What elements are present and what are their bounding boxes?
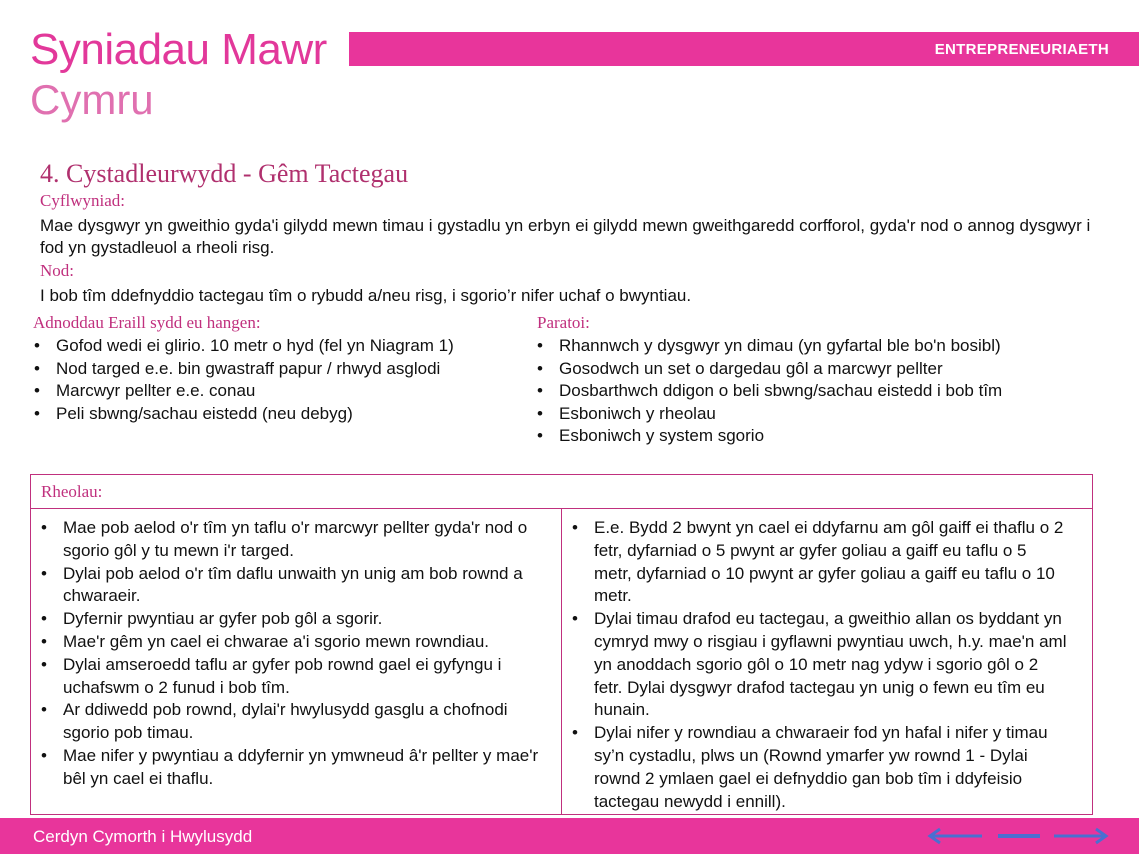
rules-divider — [561, 509, 562, 814]
list-item: • Peli sbwng/sachau eistedd (neu debyg) — [30, 403, 520, 426]
rules-left-column — [37, 517, 547, 791]
category-label: ENTREPRENEURIAETH — [934, 41, 1109, 58]
list-item: • Ar ddiwedd pob rownd, dylai'r hwylusydd gasglu a chofnodi sgorio pob timau. — [37, 699, 547, 745]
list-item: • Nod targed e.e. bin gwastraff papur / rhwyd asglodi — [30, 358, 520, 381]
resources-list — [30, 335, 520, 425]
preparation-label: Paratoi: — [537, 313, 590, 332]
back-arrow-icon[interactable] — [926, 827, 984, 845]
footer-text: Cerdyn Cymorth i Hwylusydd — [33, 827, 253, 846]
top-banner — [349, 32, 1139, 66]
menu-line-icon[interactable] — [996, 827, 1042, 845]
list-item: • Dylai amseroedd taflu ar gyfer pob rownd gael ei gyfyngu i uchafswm o 2 funud i bob tîm. — [37, 654, 547, 700]
rules-right-column — [568, 517, 1068, 813]
list-item: • E.e. Bydd 2 bwynt yn cael ei ddyfarnu am gôl gaiff ei thaflu o 2 fetr, dyfarniad o 5 pwynt ar gyfer goliau a gaiff eu taflu o 5 metr, dyfarniad o 10 pwynt ar gyfer goliau a gaiff eu taflu o 10 metr. — [568, 517, 1068, 608]
list-item: • Rhannwch y dysgwyr yn dimau (yn gyfartal ble bo'n bosibl) — [533, 335, 1093, 358]
list-item: • Dosbarthwch ddigon o beli sbwng/sachau eistedd i bob tîm — [533, 380, 1093, 403]
list-item: • Dyfernir pwyntiau ar gyfer pob gôl a sgorir. — [37, 608, 547, 631]
brand-title: Syniadau Mawr — [30, 25, 327, 74]
intro-text: Mae dysgwyr yn gweithio gyda'i gilydd mewn timau i gystadlu yn erbyn ei gilydd mewn gweithgaredd corfforol, gyda'r nod o annog dysgwyr i fod yn gystadleuol a rheoli risg. — [40, 216, 1091, 257]
list-item: • Esboniwch y rheolau — [533, 403, 1093, 426]
list-item: • Esboniwch y system sgorio — [533, 425, 1093, 448]
list-item: • Dylai timau drafod eu tactegau, a gweithio allan os byddant yn cymryd mwy o risgiau i gyflawni pwyntiau uwch, h.y. mae'n aml yn anoddach sgorio gôl o 10 metr nag ydyw i sgorio gôl o 2 fetr. Dylai dysgwyr drafod tactegau yn unig o fewn eu tîm eu hunain. — [568, 608, 1068, 722]
list-item: • Mae'r gêm yn cael ei chwarae a'i sgorio mewn rowndiau. — [37, 631, 547, 654]
rules-box — [30, 474, 1093, 815]
list-item: • Gosodwch un set o dargedau gôl a marcwyr pellter — [533, 358, 1093, 381]
list-item: • Mae nifer y pwyntiau a ddyfernir yn ymwneud â'r pellter y mae'r bêl yn cael ei thaflu. — [37, 745, 547, 791]
footer-bar — [0, 818, 1139, 854]
list-item: • Marcwyr pellter e.e. conau — [30, 380, 520, 403]
rules-right-list — [568, 517, 1068, 813]
brand-subtitle: Cymru — [30, 76, 154, 123]
list-item: • Dylai nifer y rowndiau a chwaraeir fod yn hafal i nifer y timau sy’n cystadlu, plws un (Rownd ymarfer yw rownd 1 - Dylai rownd 2 ymlaen gael ei defnyddio gan bob tîm i ddyfeisio tactegau newydd i ennill). — [568, 722, 1068, 813]
aim-text: I bob tîm ddefnyddio tactegau tîm o rybudd a/neu risg, i sgorio’r nifer uchaf o bwyntiau. — [40, 286, 692, 305]
preparation-list — [533, 335, 1093, 448]
intro-label: Cyflwyniad: — [40, 191, 125, 210]
rules-left-list — [37, 517, 547, 791]
aim-label: Nod: — [40, 261, 74, 280]
resources-label: Adnoddau Eraill sydd eu hangen: — [33, 313, 261, 332]
list-item: • Gofod wedi ei glirio. 10 metr o hyd (fel yn Niagram 1) — [30, 335, 520, 358]
page-title: 4. Cystadleurwydd - Gêm Tactegau — [40, 159, 409, 188]
list-item: • Mae pob aelod o'r tîm yn taflu o'r marcwyr pellter gyda'r nod o sgorio gôl y tu mewn i'r targed. — [37, 517, 547, 563]
list-item: • Dylai pob aelod o'r tîm daflu unwaith yn unig am bob rownd a chwaraeir. — [37, 563, 547, 609]
forward-arrow-icon[interactable] — [1052, 827, 1110, 845]
rules-label: Rheolau: — [31, 475, 1092, 509]
